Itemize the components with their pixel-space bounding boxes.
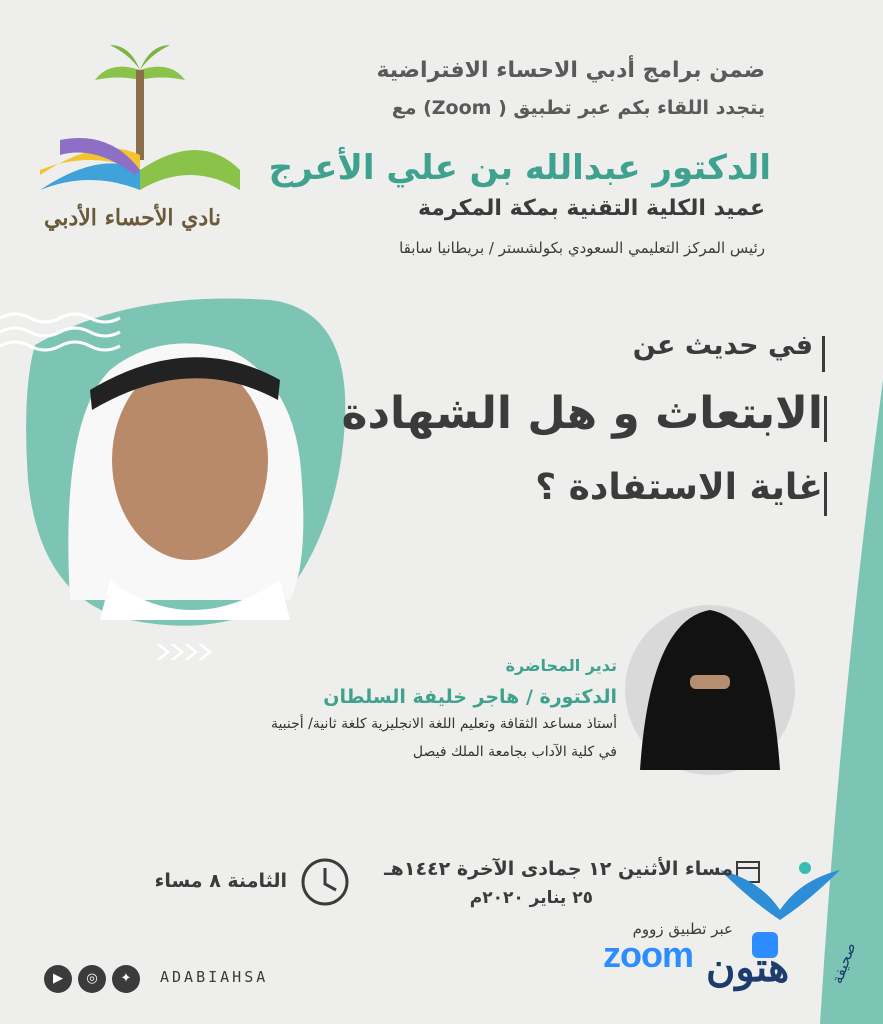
moderator-description: أستاذ مساعد الثقافة وتعليم اللغة الانجليزية كلغة ثانية/ أجنبية (270, 716, 617, 732)
event-date-gregorian: ٢٥ يناير ٢٠٢٠م (469, 888, 593, 908)
newspaper-name: هتون (706, 944, 790, 991)
club-logo (40, 45, 240, 190)
zoom-via-label: عبر تطبيق زووم (632, 920, 733, 938)
title-divider (824, 396, 827, 442)
event-time: الثامنة ٨ مساء (154, 870, 287, 892)
instagram-icon[interactable]: ◎ (78, 965, 106, 993)
social-handle: ADABIAHSA (160, 968, 269, 986)
moderator-affiliation: في كلية الآداب بجامعة الملك فيصل (412, 744, 617, 760)
guest-name: الدكتور عبدالله بن علي الأعرج (268, 148, 771, 188)
club-name: نادي الأحساء الأدبي (44, 205, 222, 231)
twitter-icon[interactable]: ✦ (112, 965, 140, 993)
moderator-name: الدكتورة / هاجر خليفة السلطان (323, 686, 617, 708)
guest-role-secondary: رئيس المركز التعليمي السعودي بكولشستر / بريطانيا سابقا (399, 239, 765, 257)
newspaper-word: صحيفة (828, 939, 860, 987)
event-date-hijri: مساء الأثنين ١٢ جمادى الآخرة ١٤٤٢هـ (384, 858, 733, 880)
guest-photo (68, 343, 303, 620)
guest-role-primary: عميد الكلية التقنية بمكة المكرمة (417, 196, 765, 221)
moderator-label: تدير المحاضرة (505, 656, 617, 675)
zoom-meeting-line: يتجدد اللقاء بكم عبر تطبيق ( Zoom) مع (391, 97, 765, 119)
talk-title-line2: غاية الاستفادة ؟ (535, 467, 823, 508)
clock-icon (303, 860, 347, 904)
zoom-logo: zoom (603, 934, 693, 975)
title-divider (822, 336, 825, 372)
talk-intro: في حديث عن (632, 330, 813, 361)
title-divider (824, 472, 827, 516)
youtube-icon[interactable]: ▶ (44, 965, 72, 993)
moderator-photo (625, 605, 795, 775)
talk-title-line1: الابتعاث و هل الشهادة (341, 388, 823, 439)
program-line: ضمن برامج أدبي الاحساء الافتراضية (376, 58, 765, 83)
